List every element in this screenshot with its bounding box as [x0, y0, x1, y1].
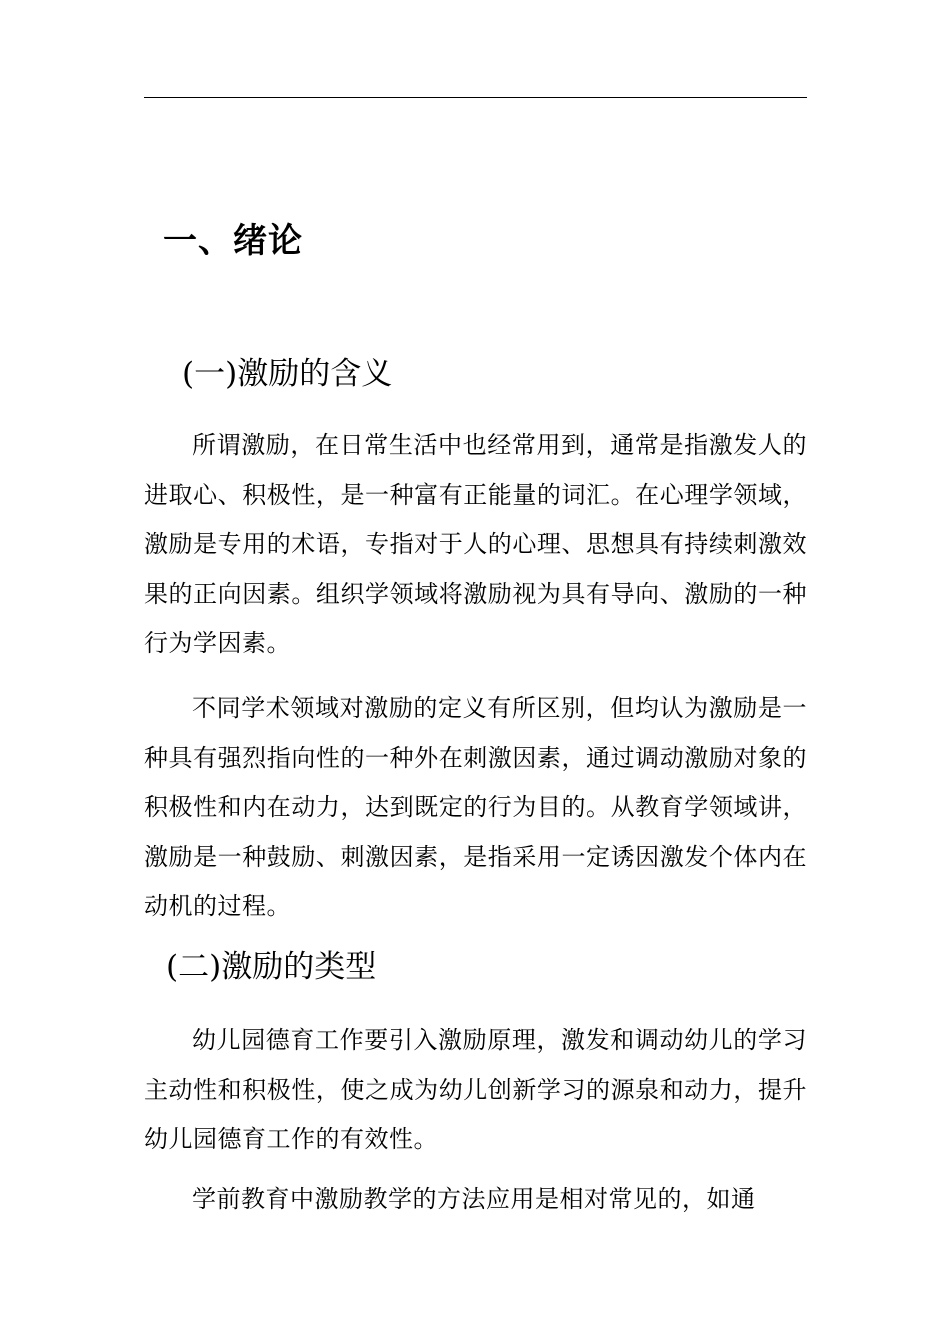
section-title-1: (一)激励的含义: [182, 356, 393, 392]
paragraph: 不同学术领域对激励的定义有所区别，但均认为激励是一种具有强烈指向性的一种外在刺激因素，通过调动激励对象的积极性和内在动力，达到既定的行为目的。从教育学领域讲，激励是一种鼓励、刺激因素，是指采用一定诱因激发个体内在动机的过程。: [144, 694, 807, 920]
header-rule: [144, 97, 807, 98]
section-title-2: (二)激励的类型: [166, 949, 377, 985]
chapter-title: 一、绪论: [163, 221, 303, 261]
paragraph: 幼儿园德育工作要引入激励原理，激发和调动幼儿的学习主动性和积极性，使之成为幼儿创新学习的源泉和动力，提升幼儿园德育工作的有效性。: [144, 1026, 807, 1153]
paragraph: 所谓激励，在日常生活中也经常用到，通常是指激发人的进取心、积极性，是一种富有正能量的词汇。在心理学领域，激励是专用的术语，专指对于人的心理、思想具有持续刺激效果的正向因素。组织学领域将激励视为具有导向、激励的一种行为学因素。: [144, 431, 807, 657]
paragraph: 学前教育中激励教学的方法应用是相对常见的，如通: [192, 1185, 756, 1213]
